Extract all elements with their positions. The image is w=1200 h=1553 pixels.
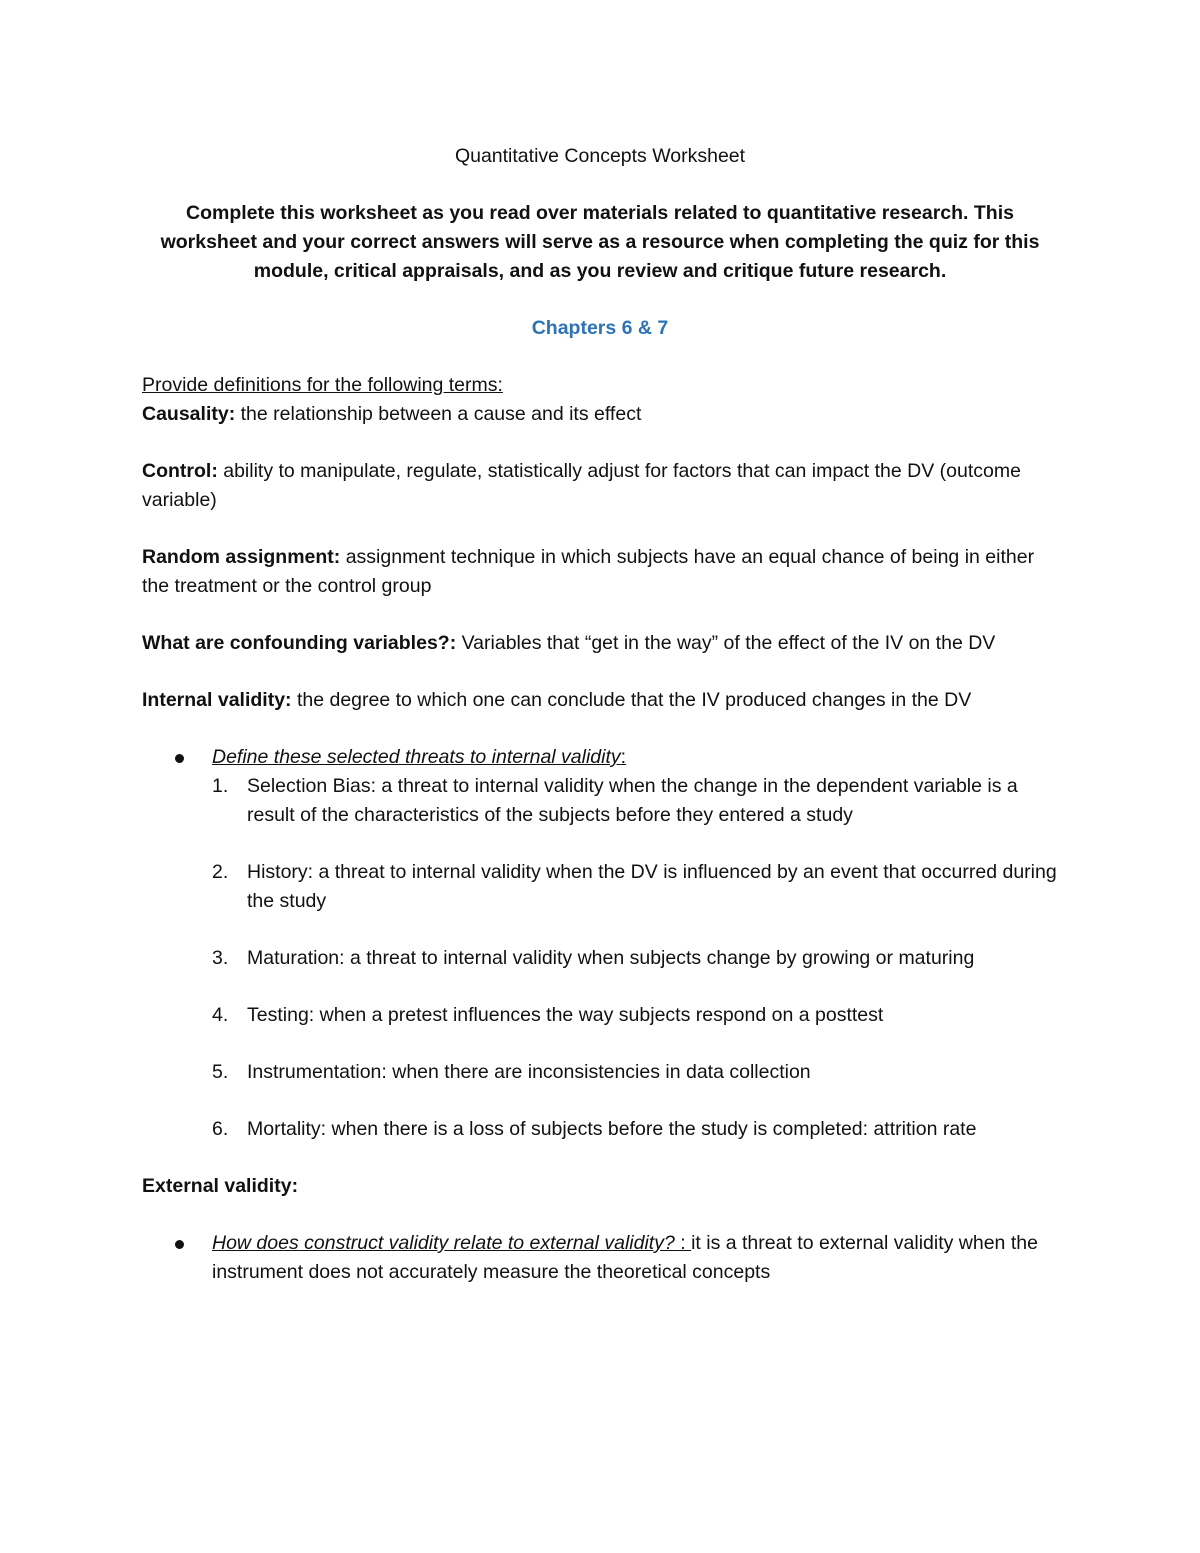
list-item-text: Selection Bias: a threat to internal validity when the change in the dependent variable is a result of the characteristics of the subjects before they entered a study (247, 775, 1018, 826)
term-definition: the degree to which one can conclude that the IV produced changes in the DV (291, 689, 972, 711)
threats-list (212, 772, 1058, 1144)
construct-validity-bullet (142, 1229, 1058, 1287)
document-content (142, 142, 1058, 1287)
term-label: Causality: (142, 403, 236, 425)
list-item-text: Testing: when a pretest influences the way subjects respond on a posttest (247, 1004, 884, 1026)
list-item (212, 858, 1058, 916)
list-item (212, 772, 1058, 830)
threats-bullet (142, 743, 1058, 1144)
list-number: 1. (212, 775, 229, 797)
construct-validity-text: How does construct validity relate to external validity? : it is a threat to external validity when the instrument does not accurately measure the theoretical concepts (212, 1232, 1038, 1283)
list-number: 6. (212, 1118, 229, 1140)
list-item-text: Instrumentation: when there are inconsistencies in data collection (247, 1061, 811, 1083)
list-item-text: Maturation: a threat to internal validity when subjects change by growing or maturing (247, 947, 975, 969)
list-item (212, 1115, 1058, 1144)
term-causality (142, 400, 1058, 429)
external-validity-label: External validity: (142, 1175, 299, 1197)
term-definition: assignment technique in which subjects have an equal chance of being in either the treatment or the control group (142, 546, 1035, 597)
bullet-icon (175, 754, 184, 763)
list-number: 5. (212, 1061, 229, 1083)
term-control (142, 457, 1058, 515)
threats-heading: Define these selected threats to internal validity: (212, 746, 627, 768)
list-item (212, 1001, 1058, 1030)
list-number: 3. (212, 947, 229, 969)
list-number: 4. (212, 1004, 229, 1026)
list-item (212, 944, 1058, 973)
term-definition: ability to manipulate, regulate, statistically adjust for factors that can impact the DV (outcome variable) (142, 460, 1021, 511)
list-item (212, 1058, 1058, 1087)
term-label: Random assignment: (142, 546, 341, 568)
term-label: Internal validity: (142, 689, 292, 711)
list-number: 2. (212, 861, 229, 883)
term-internal-validity (142, 686, 1058, 715)
definitions-prompt: Provide definitions for the following terms: (142, 374, 503, 396)
bullet-icon (175, 1240, 184, 1249)
chapters-heading: Chapters 6 & 7 (531, 317, 669, 339)
term-confounding-variables (142, 629, 1058, 658)
term-label: What are confounding variables?: (142, 632, 457, 654)
worksheet-intro: Complete this worksheet as you read over materials related to quantitative research. This worksheet and your correct answers will serve as a resource when completing the quiz for this module, critical appraisals, and as you review and critique future research. (160, 202, 1040, 282)
list-item-text: Mortality: when there is a loss of subjects before the study is completed: attrition rate (247, 1118, 977, 1140)
term-random-assignment (142, 543, 1058, 601)
construct-validity-question: How does construct validity relate to external validity? (212, 1232, 675, 1254)
construct-validity-answer: it is a threat to external validity when the instrument does not accurately measure the theoretical concepts (212, 1232, 1038, 1283)
worksheet-title: Quantitative Concepts Worksheet (454, 145, 746, 167)
term-label: Control: (142, 460, 218, 482)
list-item-text: History: a threat to internal validity when the DV is influenced by an event that occurred during the study (247, 861, 1057, 912)
term-definition: Variables that “get in the way” of the effect of the IV on the DV (456, 632, 996, 654)
term-definition: the relationship between a cause and its effect (235, 403, 642, 425)
